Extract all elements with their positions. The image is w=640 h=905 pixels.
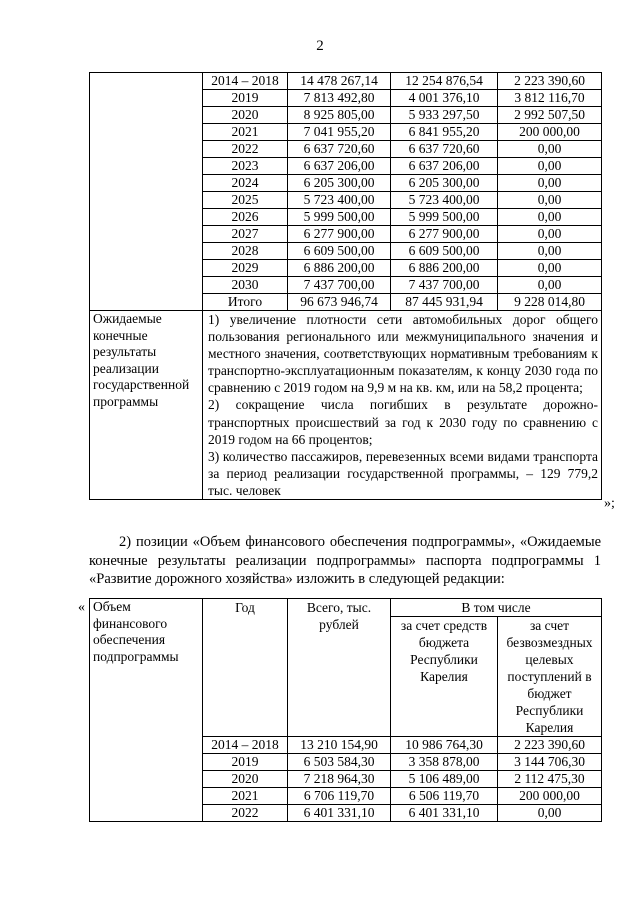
column-header-year: Год — [203, 599, 288, 737]
column-header-grants: за счет безвозмездных целевых поступлений в бюджет Республики Карелия — [498, 617, 602, 737]
column-header-total: Всего, тыс. рублей — [288, 599, 391, 737]
cell-grants: 200 000,00 — [498, 788, 602, 805]
cell-grants: 0,00 — [498, 192, 602, 209]
cell-year: 2021 — [203, 124, 288, 141]
result-item: 3) количество пассажиров, перевезенных всеми видами транспорта за период реализации государственной программы, – 129 779,2 тыс. человек — [208, 448, 598, 498]
cell-budget: 5 723 400,00 — [391, 192, 498, 209]
cell-budget: 7 437 700,00 — [391, 277, 498, 294]
cell-year: 2030 — [203, 277, 288, 294]
cell-budget: 5 106 489,00 — [391, 771, 498, 788]
program-funding-label-cell — [90, 73, 203, 311]
subprogram-funding-label: Объем финансового обеспечения подпрограммы — [90, 599, 203, 822]
cell-budget: 6 841 955,20 — [391, 124, 498, 141]
table-row — [90, 73, 602, 90]
cell-grants: 200 000,00 — [498, 124, 602, 141]
cell-year: 2028 — [203, 243, 288, 260]
cell-year: 2020 — [203, 771, 288, 788]
cell-year: 2014 – 2018 — [203, 73, 288, 90]
cell-grants: 3 144 706,30 — [498, 754, 602, 771]
cell-grants: 0,00 — [498, 141, 602, 158]
cell-budget: 6 637 720,60 — [391, 141, 498, 158]
cell-year: 2019 — [203, 754, 288, 771]
cell-budget: 4 001 376,10 — [391, 90, 498, 107]
cell-budget: 12 254 876,54 — [391, 73, 498, 90]
cell-grants: 0,00 — [498, 805, 602, 822]
funding-table-program — [89, 72, 602, 500]
results-text — [203, 311, 602, 500]
cell-year: 2021 — [203, 788, 288, 805]
column-header-budget: за счет средств бюджета Республики Карелия — [391, 617, 498, 737]
cell-grants: 2 112 475,30 — [498, 771, 602, 788]
cell-budget: 6 506 119,70 — [391, 788, 498, 805]
cell-budget: 10 986 764,30 — [391, 737, 498, 754]
cell-total: 7 218 964,30 — [288, 771, 391, 788]
cell-grants: 0,00 — [498, 260, 602, 277]
funding-table-program-body — [90, 73, 602, 500]
cell-year: 2029 — [203, 260, 288, 277]
cell-total: 6 205 300,00 — [288, 175, 391, 192]
cell-budget: 6 277 900,00 — [391, 226, 498, 243]
cell-total: 8 925 805,00 — [288, 107, 391, 124]
column-header-including: В том числе — [391, 599, 602, 617]
cell-year: 2024 — [203, 175, 288, 192]
cell-total: 6 401 331,10 — [288, 805, 391, 822]
cell-budget: 5 999 500,00 — [391, 209, 498, 226]
cell-budget: 5 933 297,50 — [391, 107, 498, 124]
cell-year: 2027 — [203, 226, 288, 243]
cell-budget: 6 886 200,00 — [391, 260, 498, 277]
results-row — [90, 311, 602, 500]
cell-total: 7 813 492,80 — [288, 90, 391, 107]
table-header-row — [90, 599, 602, 617]
cell-total: 6 706 119,70 — [288, 788, 391, 805]
cell-grants: 0,00 — [498, 243, 602, 260]
cell-year: 2022 — [203, 805, 288, 822]
cell-grants: 0,00 — [498, 277, 602, 294]
cell-year: 2023 — [203, 158, 288, 175]
cell-grants: 0,00 — [498, 226, 602, 243]
cell-grants: 0,00 — [498, 175, 602, 192]
cell-budget: 3 358 878,00 — [391, 754, 498, 771]
cell-budget: 6 609 500,00 — [391, 243, 498, 260]
cell-budget: 87 445 931,94 — [391, 294, 498, 311]
cell-total: 6 637 720,60 — [288, 141, 391, 158]
page-number: 2 — [316, 38, 324, 54]
cell-grants: 9 228 014,80 — [498, 294, 602, 311]
cell-year: 2014 – 2018 — [203, 737, 288, 754]
cell-grants: 2 223 390,60 — [498, 737, 602, 754]
cell-total: 13 210 154,90 — [288, 737, 391, 754]
cell-budget: 6 637 206,00 — [391, 158, 498, 175]
opening-quote: « — [78, 600, 85, 615]
funding-table-subprogram — [89, 598, 602, 822]
cell-total: 5 723 400,00 — [288, 192, 391, 209]
cell-total: 5 999 500,00 — [288, 209, 391, 226]
result-item: 1) увеличение плотности сети автомобильных дорог общего пользования регионального или межмуниципального значения и местного значения, соответствующих нормативным требованиям к транспортно-эксплуатационным показателям, к концу 2030 года по сравнению с 2019 годом на 9,9 м на кв. км, или на 58,2 процента; — [208, 312, 598, 396]
cell-total: 6 277 900,00 — [288, 226, 391, 243]
cell-total: 6 637 206,00 — [288, 158, 391, 175]
cell-budget: 6 205 300,00 — [391, 175, 498, 192]
cell-year: 2019 — [203, 90, 288, 107]
cell-total: 6 503 584,30 — [288, 754, 391, 771]
cell-grants: 0,00 — [498, 209, 602, 226]
funding-table-subprogram-body — [90, 599, 602, 822]
cell-total: 7 437 700,00 — [288, 277, 391, 294]
cell-total: 7 041 955,20 — [288, 124, 391, 141]
cell-grants: 3 812 116,70 — [498, 90, 602, 107]
cell-year: 2025 — [203, 192, 288, 209]
amendment-paragraph: 2) позиции «Объем финансового обеспечения подпрограммы», «Ожидаемые конечные результаты реализации подпрограммы» паспорта подпрограммы 1 «Развитие дорожного хозяйства» изложить в следующей редакции: — [89, 534, 601, 587]
cell-budget: 6 401 331,10 — [391, 805, 498, 822]
cell-year: 2022 — [203, 141, 288, 158]
cell-year: Итого — [203, 294, 288, 311]
cell-grants: 0,00 — [498, 158, 602, 175]
cell-total: 6 609 500,00 — [288, 243, 391, 260]
cell-grants: 2 223 390,60 — [498, 73, 602, 90]
cell-grants: 2 992 507,50 — [498, 107, 602, 124]
results-label: Ожидаемые конечные результаты реализации государственной программы — [90, 311, 203, 500]
closing-quote: »; — [604, 496, 615, 511]
cell-total: 14 478 267,14 — [288, 73, 391, 90]
cell-total: 96 673 946,74 — [288, 294, 391, 311]
cell-total: 6 886 200,00 — [288, 260, 391, 277]
cell-year: 2026 — [203, 209, 288, 226]
result-item: 2) сокращение числа погибших в результате дорожно-транспортных происшествий за год к 2030 году по сравнению с 2019 годом на 66 процентов; — [208, 397, 598, 447]
cell-year: 2020 — [203, 107, 288, 124]
